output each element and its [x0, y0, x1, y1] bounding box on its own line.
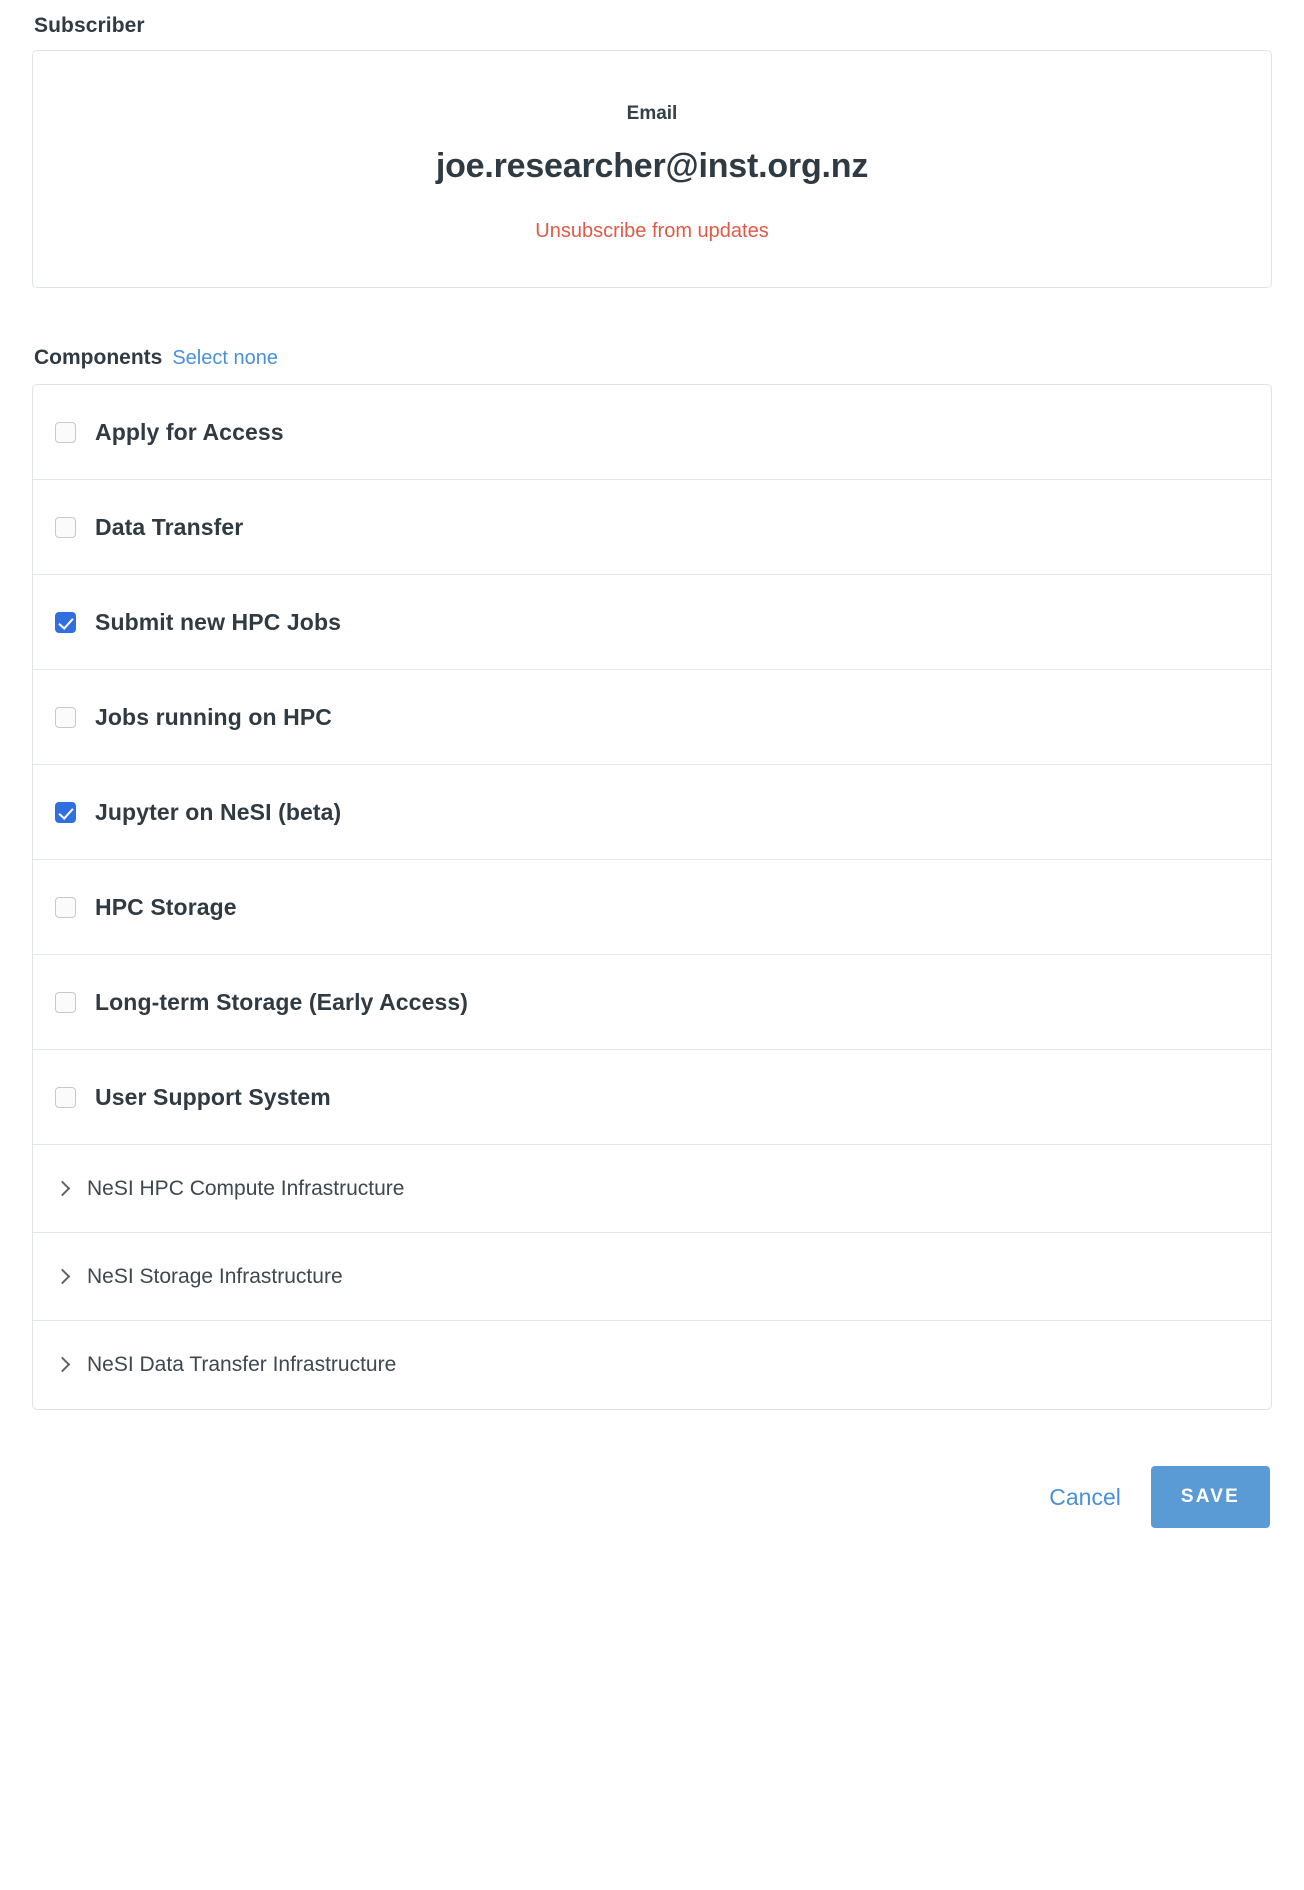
component-label: Apply for Access	[95, 418, 284, 445]
checkbox-icon[interactable]	[55, 707, 76, 728]
subscription-preferences-page	[0, 14, 1304, 1528]
component-row[interactable]	[33, 955, 1271, 1050]
components-list	[32, 384, 1272, 1410]
component-label: Submit new HPC Jobs	[95, 608, 341, 635]
subscriber-card	[32, 50, 1272, 288]
checkbox-icon[interactable]	[55, 1087, 76, 1108]
component-label: HPC Storage	[95, 893, 237, 920]
checkbox-icon[interactable]	[55, 897, 76, 918]
form-footer	[32, 1466, 1272, 1528]
components-header	[34, 346, 1272, 370]
component-label: User Support System	[95, 1083, 331, 1110]
component-group-row[interactable]	[33, 1321, 1271, 1409]
component-row[interactable]	[33, 670, 1271, 765]
components-title: Components	[34, 346, 163, 369]
select-none-link[interactable]: Select none	[172, 347, 278, 369]
component-label: Jobs running on HPC	[95, 703, 332, 730]
checkbox-icon[interactable]	[55, 422, 76, 443]
unsubscribe-link[interactable]: Unsubscribe from updates	[535, 220, 769, 242]
component-row[interactable]	[33, 385, 1271, 480]
component-group-label: NeSI HPC Compute Infrastructure	[87, 1176, 405, 1200]
component-row[interactable]	[33, 480, 1271, 575]
component-row[interactable]	[33, 860, 1271, 955]
subscriber-section-label: Subscriber	[34, 14, 145, 37]
component-row[interactable]	[33, 575, 1271, 670]
component-group-label: NeSI Storage Infrastructure	[87, 1264, 343, 1288]
section-spacer	[32, 288, 1272, 346]
save-button[interactable]: SAVE	[1151, 1466, 1270, 1528]
component-group-label: NeSI Data Transfer Infrastructure	[87, 1353, 397, 1376]
component-label: Long-term Storage (Early Access)	[95, 988, 469, 1015]
component-group-row[interactable]	[33, 1145, 1271, 1233]
checkbox-checked-icon[interactable]	[55, 802, 76, 823]
chevron-right-icon	[55, 1357, 71, 1373]
chevron-right-icon	[55, 1269, 71, 1285]
email-value: joe.researcher@inst.org.nz	[435, 147, 869, 185]
email-label: Email	[626, 103, 678, 124]
component-label: Data Transfer	[95, 513, 244, 540]
cancel-button[interactable]: Cancel	[1045, 1478, 1125, 1517]
component-label: Jupyter on NeSI (beta)	[95, 798, 342, 825]
component-row[interactable]	[33, 765, 1271, 860]
chevron-right-icon	[55, 1181, 71, 1197]
checkbox-icon[interactable]	[55, 992, 76, 1013]
component-group-row[interactable]	[33, 1233, 1271, 1321]
checkbox-checked-icon[interactable]	[55, 612, 76, 633]
checkbox-icon[interactable]	[55, 517, 76, 538]
component-row[interactable]	[33, 1050, 1271, 1145]
